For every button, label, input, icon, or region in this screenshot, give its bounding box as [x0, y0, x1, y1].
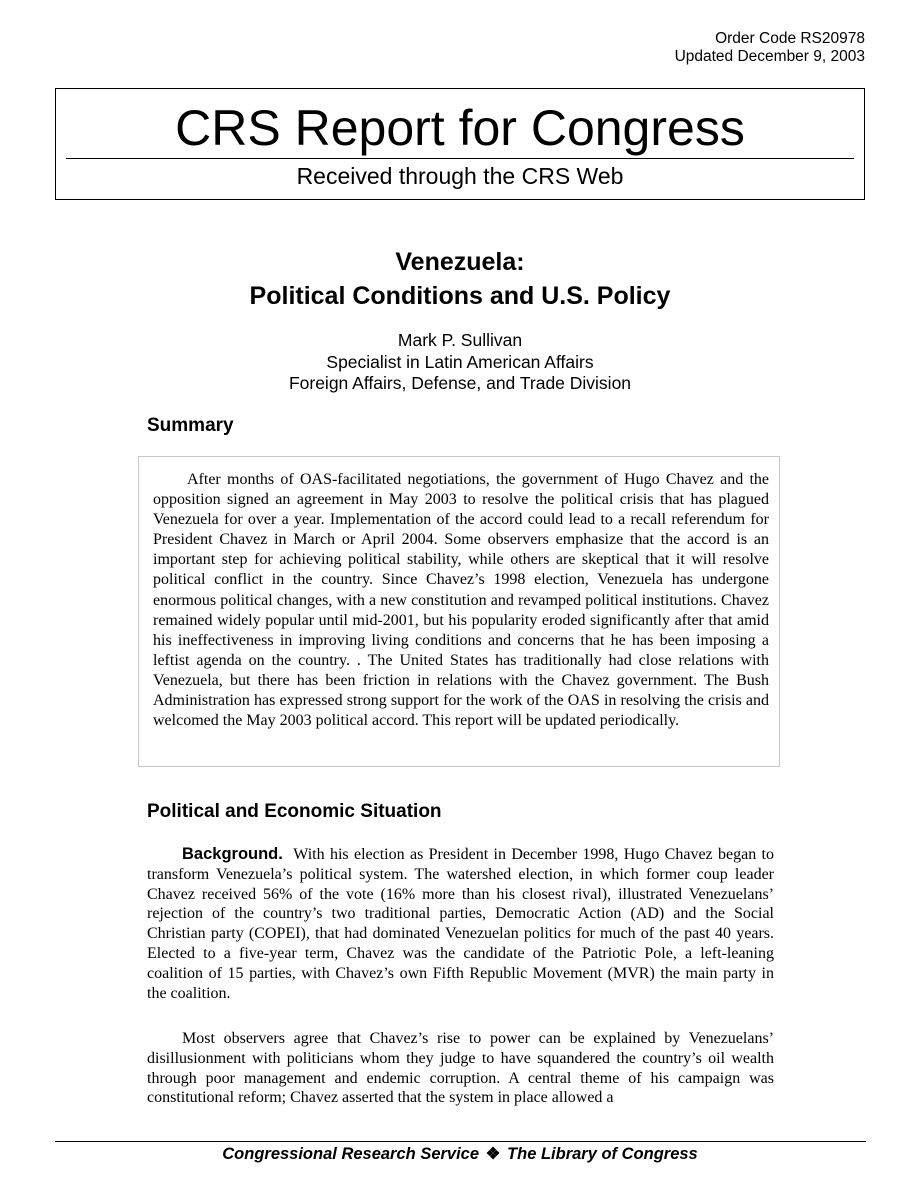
background-paragraph [147, 845, 774, 1003]
report-title [0, 245, 920, 313]
situation-heading: Political and Economic Situation [147, 801, 442, 822]
author-name: Mark P. Sullivan [397, 330, 523, 350]
author-title: Specialist in Latin American Affairs [326, 351, 594, 372]
order-info [675, 30, 865, 66]
masthead-box [55, 88, 865, 200]
masthead-divider [66, 158, 854, 159]
background-text: With his election as President in December 1998, Hugo Chavez began to transform Venezuela’s political system. The watershed election, in which former coup leader Chavez received 56% of the vote (16% more than his closest rival), illustrated Venezuelans’ rejection of the country’s two traditional parties, Democratic Action (AD) and the Social Christian party (COPEI), that had dominated Venezuelan politics for much of the past 40 years. Elected to a five-year term, Chavez was the candidate of the Patriotic Pole, a left-leaning coalition of 15 parties, with Chavez’s own Fifth Republic Movement (MVR) the main party in the coalition. [147, 846, 774, 1002]
order-code: Order Code RS20978 [715, 30, 865, 47]
report-title-line2: Political Conditions and U.S. Policy [249, 282, 671, 310]
updated-date: Updated December 9, 2003 [674, 48, 865, 65]
author-block [0, 330, 920, 395]
footer [0, 1144, 920, 1164]
summary-text: After months of OAS-facilitated negotiations, the government of Hugo Chavez and the opposition signed an agreement in May 2003 to resolve the political crisis that has plagued Venezuela for over a year. Implementation of the accord could lead to a recall referendum for President Chavez in March or April 2004. Some observers emphasize that the accord is an important step for achieving political stability, while others are skeptical that it will resolve political conflict in the country. Since Chavez’s 1998 election, Venezuela has undergone enormous political changes, with a new constitution and revamped political institutions. Chavez remained widely popular until mid-2001, but his popularity eroded significantly after that amid his ineffectiveness in improving living conditions and concerns that he has been imposing a leftist agenda on the country. . The United States has traditionally had close relations with Venezuela, but there has been friction in relations with the Chavez government. The Bush Administration has expressed strong support for the work of the OAS in resolving the crisis and welcomed the May 2003 political accord. This report will be updated periodically. [153, 471, 769, 730]
masthead-title: CRS Report for Congress [175, 100, 745, 156]
summary-heading: Summary [147, 415, 234, 436]
masthead-subtitle: Received through the CRS Web [296, 163, 624, 189]
background-label: Background. [182, 845, 283, 863]
author-division: Foreign Affairs, Defense, and Trade Division [288, 373, 632, 393]
summary-box [138, 456, 780, 767]
footer-library: The Library of Congress [507, 1145, 698, 1163]
diamond-icon: ❖ [485, 1145, 501, 1163]
footer-divider [55, 1141, 866, 1142]
observers-paragraph: Most observers agree that Chavez’s rise to power can be explained by Venezuelans’ disillusionment with politicians whom they judge to have squandered the country’s oil wealth through poor management and endemic corruption. A central theme of his campaign was constitutional reform; Chavez asserted that the system in place allowed a [147, 1030, 774, 1107]
footer-crs: Congressional Research Service [222, 1145, 480, 1163]
report-title-line1: Venezuela: [395, 248, 525, 276]
